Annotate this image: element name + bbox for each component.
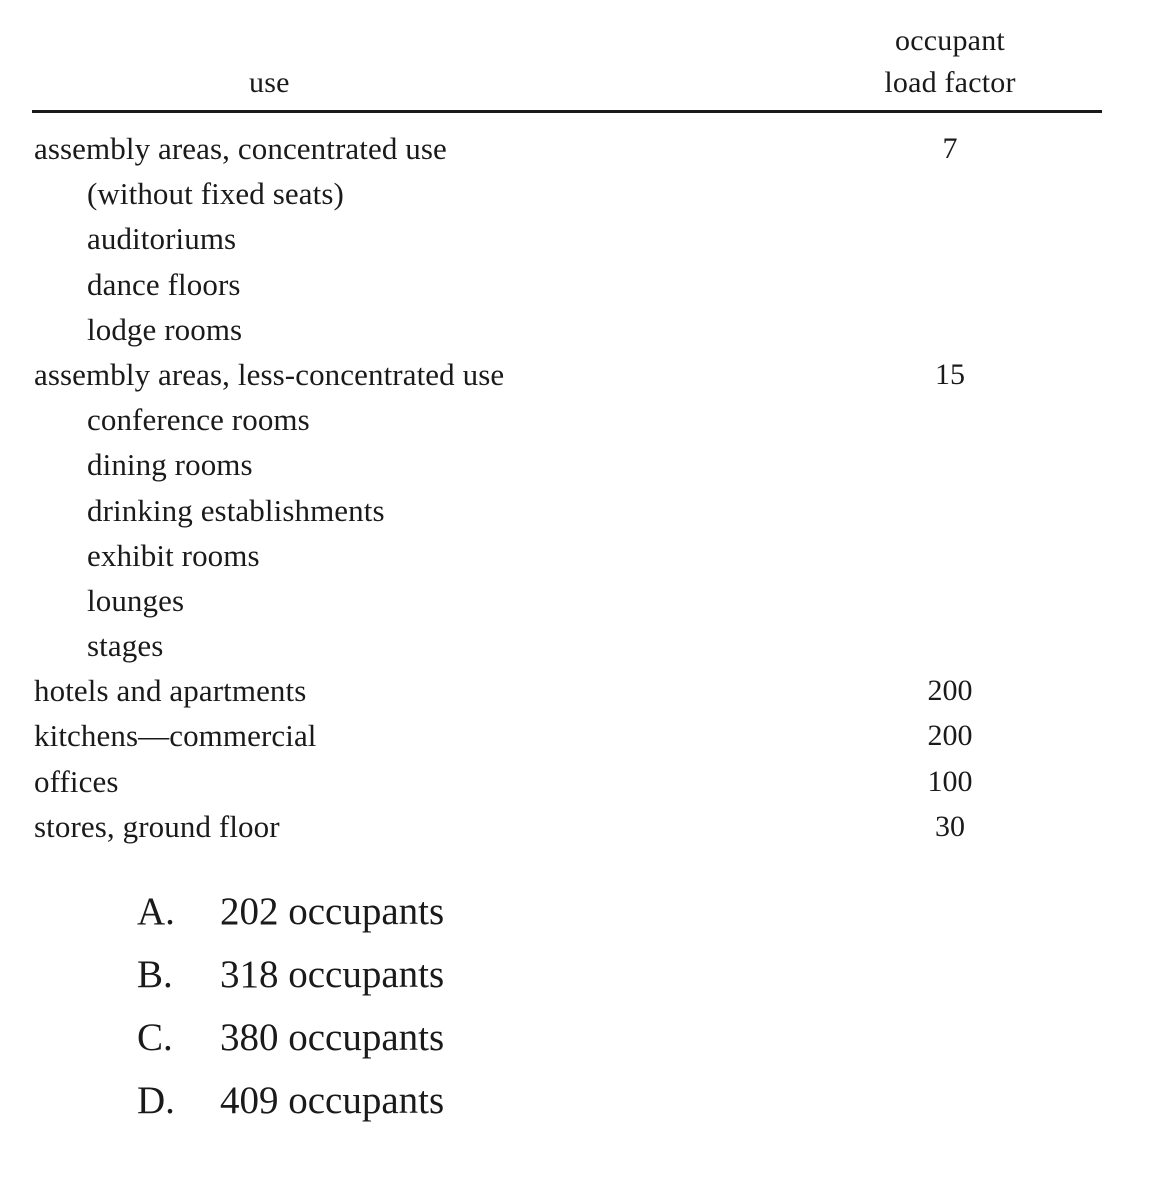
option-letter: B. <box>137 953 173 996</box>
header-factor-line-2: load factor <box>884 66 1016 99</box>
use-cell: dance floors <box>87 266 241 302</box>
use-cell: auditoriums <box>87 221 237 257</box>
load-factor-cell: 100 <box>927 764 973 798</box>
table-row <box>0 262 1158 307</box>
table-row <box>0 578 1158 623</box>
column-header-occupant-load-factor <box>850 20 1050 104</box>
table-row <box>0 713 1158 758</box>
option-letter: D. <box>137 1079 175 1122</box>
option-text: 318 occupants <box>220 953 445 996</box>
option-text: 409 occupants <box>220 1079 445 1122</box>
load-factor-cell: 15 <box>935 357 965 391</box>
table-row <box>0 397 1158 442</box>
header-divider <box>32 110 1102 113</box>
load-factor-cell: 30 <box>935 809 965 843</box>
use-cell: assembly areas, concentrated use <box>34 131 447 166</box>
use-cell: lodge rooms <box>87 311 243 347</box>
use-cell: conference rooms <box>87 402 310 438</box>
load-factor-cell: 200 <box>927 674 973 708</box>
table-row <box>0 171 1158 216</box>
table-row <box>0 533 1158 578</box>
use-cell: stores, ground floor <box>34 808 280 844</box>
use-cell: lounges <box>87 582 185 618</box>
table-row <box>0 804 1158 849</box>
load-factor-cell: 7 <box>942 132 958 165</box>
table-row <box>0 126 1158 171</box>
use-cell: hotels and apartments <box>34 673 307 709</box>
header-factor-line-1: occupant <box>895 24 1005 57</box>
load-factor-cell: 200 <box>927 719 973 753</box>
use-cell: kitchens—commercial <box>34 718 317 754</box>
use-cell: offices <box>34 763 119 799</box>
table-row <box>0 352 1158 397</box>
use-cell: assembly areas, less-concentrated use <box>34 356 505 392</box>
table-row <box>0 623 1158 668</box>
table-body <box>0 126 1158 849</box>
option-letter: C. <box>137 1016 173 1059</box>
table-row <box>0 668 1158 713</box>
table-row <box>0 488 1158 533</box>
table-row <box>0 216 1158 261</box>
table-row <box>0 307 1158 352</box>
use-cell: exhibit rooms <box>87 537 260 573</box>
option-letter: A. <box>137 890 175 933</box>
column-header-use: use <box>249 66 290 99</box>
table-row <box>0 759 1158 804</box>
table-row <box>0 442 1158 487</box>
use-cell: dining rooms <box>87 447 253 483</box>
use-cell: (without fixed seats) <box>87 176 344 212</box>
use-cell: drinking establishments <box>87 492 385 528</box>
option-text: 202 occupants <box>220 890 445 933</box>
option-text: 380 occupants <box>220 1016 445 1059</box>
use-cell: stages <box>87 628 164 664</box>
